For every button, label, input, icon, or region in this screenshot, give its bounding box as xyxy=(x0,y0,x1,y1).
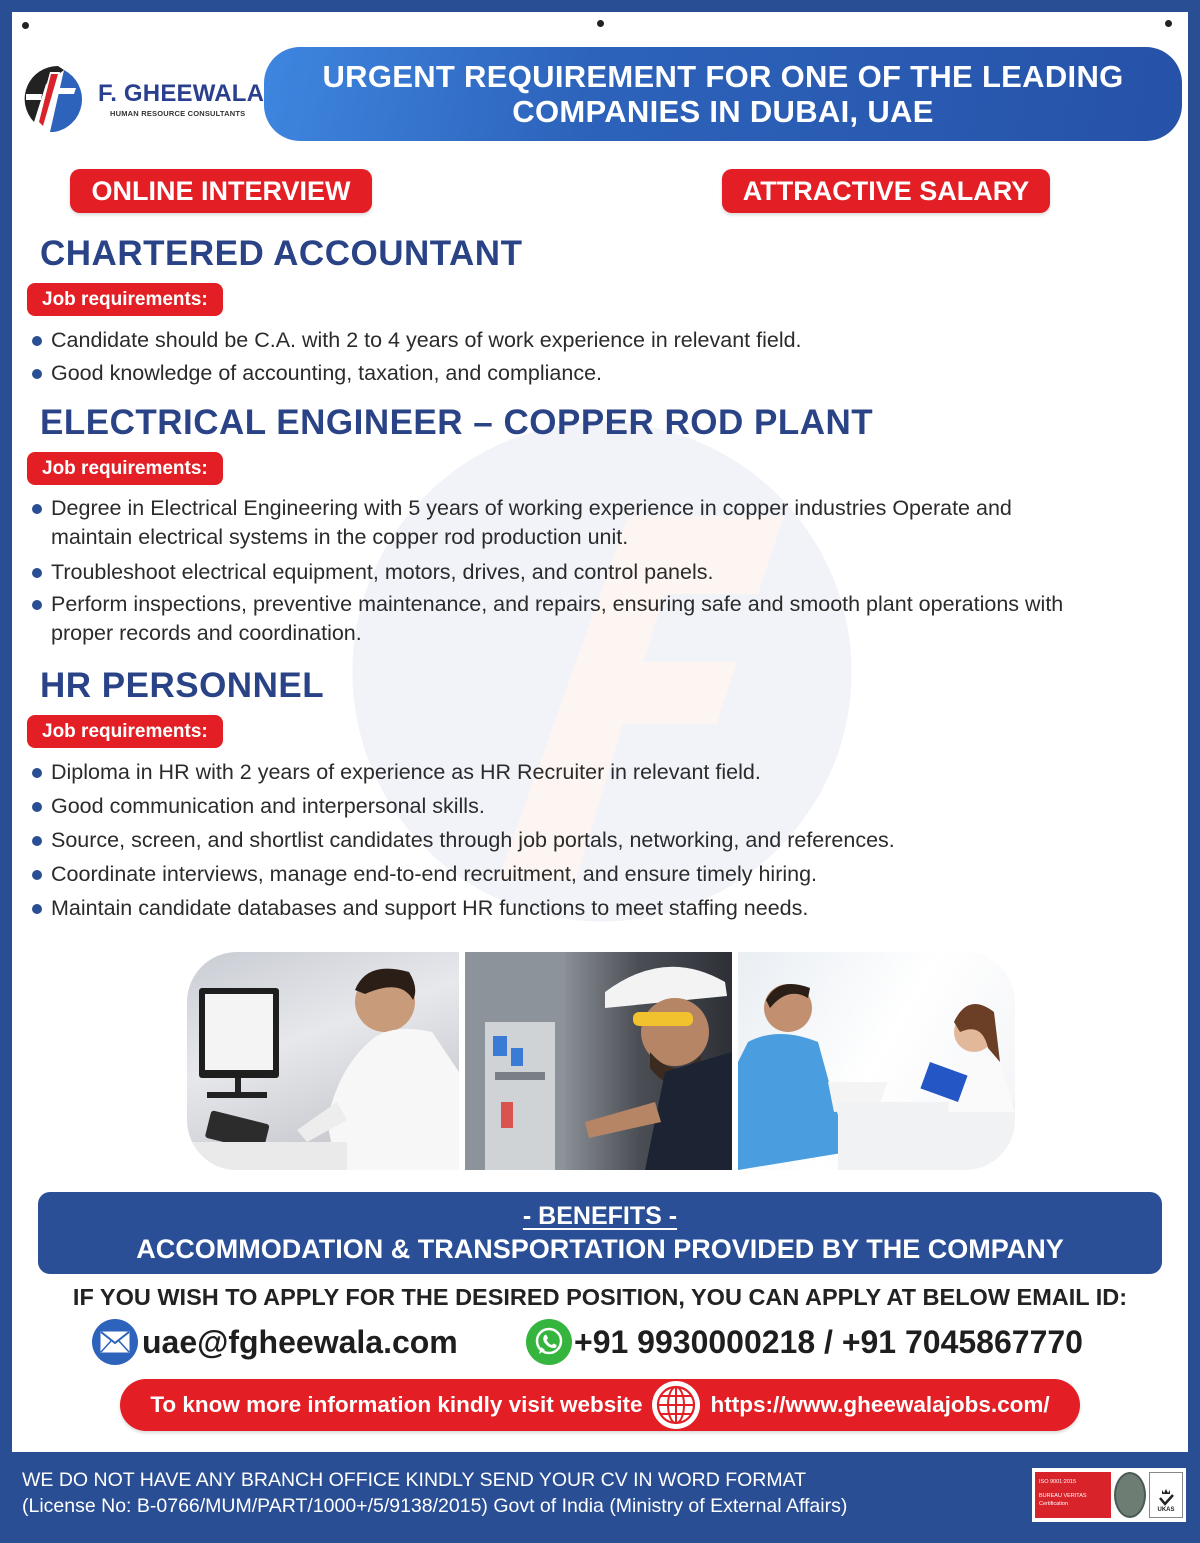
website-banner[interactable] xyxy=(120,1379,1080,1431)
footer-line-1: WE DO NOT HAVE ANY BRANCH OFFICE KINDLY SEND YOUR CV IN WORD FORMAT xyxy=(22,1469,807,1491)
list-item: Degree in Electrical Engineering with 5 years of working experience in copper industries Operate and maintain electrical systems in the copper rod production unit. xyxy=(30,494,1090,552)
list-item: Good knowledge of accounting, taxation, and compliance. xyxy=(30,359,1150,388)
website-link[interactable]: https://www.gheewalajobs.com/ xyxy=(710,1392,1050,1417)
globe-icon xyxy=(652,1381,700,1429)
job-title-chartered-accountant: CHARTERED ACCOUNTANT xyxy=(40,234,523,273)
list-item: Coordinate interviews, manage end-to-end recruitment, and ensure timely hiring. xyxy=(30,860,1150,889)
list-item: Diploma in HR with 2 years of experience as HR Recruiter in relevant field. xyxy=(30,758,1150,787)
job-title-electrical-engineer: ELECTRICAL ENGINEER – COPPER ROD PLANT xyxy=(40,403,874,442)
online-interview-badge: ONLINE INTERVIEW xyxy=(70,169,372,213)
benefits-heading: - BENEFITS - xyxy=(522,1202,678,1230)
job-requirements-label: Job requirements: xyxy=(27,283,223,316)
email-contact[interactable] xyxy=(92,1317,458,1367)
hr-interview-photo-icon xyxy=(738,952,1015,1170)
requirements-list xyxy=(30,494,1090,648)
pin-dot xyxy=(597,20,604,27)
poster-panel xyxy=(12,12,1188,1452)
job-requirements-label: Job requirements: xyxy=(27,715,223,748)
attractive-salary-badge: ATTRACTIVE SALARY xyxy=(722,169,1050,213)
list-item: Candidate should be C.A. with 2 to 4 years of work experience in relevant field. xyxy=(30,326,1150,355)
headline-line-2: COMPANIES IN DUBAI, UAE xyxy=(512,94,934,129)
list-item: Source, screen, and shortlist candidates through job portals, networking, and references. xyxy=(30,826,1150,855)
bureau-veritas-badge xyxy=(1035,1472,1111,1518)
checkmark-crown-icon xyxy=(1156,1487,1176,1507)
brand-name: F. GHEEWALA xyxy=(98,80,265,107)
requirements-list xyxy=(30,758,1150,923)
benefits-banner xyxy=(38,1192,1162,1274)
list-item: Perform inspections, preventive maintenance, and repairs, ensuring safe and smooth plant operations with proper records and coordination. xyxy=(30,590,1090,648)
photo-electrician xyxy=(465,952,732,1170)
requirements-list xyxy=(30,326,1150,388)
ukas-label: UKAS xyxy=(1157,1507,1175,1513)
cert-body: BUREAU VERITAS xyxy=(1039,1493,1087,1499)
job-title-hr-personnel: HR PERSONNEL xyxy=(40,666,325,705)
apply-instruction: IF YOU WISH TO APPLY FOR THE DESIRED POSITION, YOU CAN APPLY AT BELOW EMAIL ID: xyxy=(72,1284,1128,1310)
photo-accountant xyxy=(187,952,459,1170)
cert-sub: Certification xyxy=(1039,1501,1069,1507)
bureau-veritas-seal-icon xyxy=(1114,1472,1146,1518)
footer-notice xyxy=(22,1467,847,1519)
list-item: Troubleshoot electrical equipment, motors, drives, and control panels. xyxy=(30,558,1090,587)
list-item: Good communication and interpersonal skills. xyxy=(30,792,1150,821)
photo-strip xyxy=(187,952,1015,1170)
gheewala-logo-icon xyxy=(24,64,92,134)
website-prompt: To know more information kindly visit website xyxy=(150,1392,643,1417)
list-item: Maintain candidate databases and support HR functions to meet staffing needs. xyxy=(30,894,1150,923)
pin-dot xyxy=(1165,20,1172,27)
electrician-photo-icon xyxy=(465,952,732,1170)
envelope-icon xyxy=(92,1319,138,1365)
company-logo xyxy=(24,64,264,140)
accountant-photo-icon xyxy=(187,952,459,1170)
whatsapp-icon xyxy=(526,1319,572,1365)
ukas-badge xyxy=(1149,1472,1183,1518)
headline-banner xyxy=(264,47,1182,141)
phone-numbers[interactable]: +91 9930000218 / +91 7045867770 xyxy=(574,1323,1083,1360)
cert-iso: ISO 9001:2015 xyxy=(1039,1479,1077,1485)
benefits-text: ACCOMMODATION & TRANSPORTATION PROVIDED BY THE COMPANY xyxy=(136,1234,1064,1264)
email-link[interactable]: uae@fgheewala.com xyxy=(142,1323,458,1360)
headline-line-1: URGENT REQUIREMENT FOR ONE OF THE LEADING xyxy=(322,59,1124,94)
phone-contact[interactable] xyxy=(526,1317,1083,1367)
photo-hr-interview xyxy=(738,952,1015,1170)
certification-badges xyxy=(1032,1468,1186,1522)
brand-tagline: HUMAN RESOURCE CONSULTANTS xyxy=(110,109,246,118)
footer-line-2: (License No: B-0766/MUM/PART/1000+/5/9138/2015) Govt of India (Ministry of External Affairs) xyxy=(22,1495,848,1517)
job-requirements-label: Job requirements: xyxy=(27,452,223,485)
pin-dot xyxy=(22,22,29,29)
